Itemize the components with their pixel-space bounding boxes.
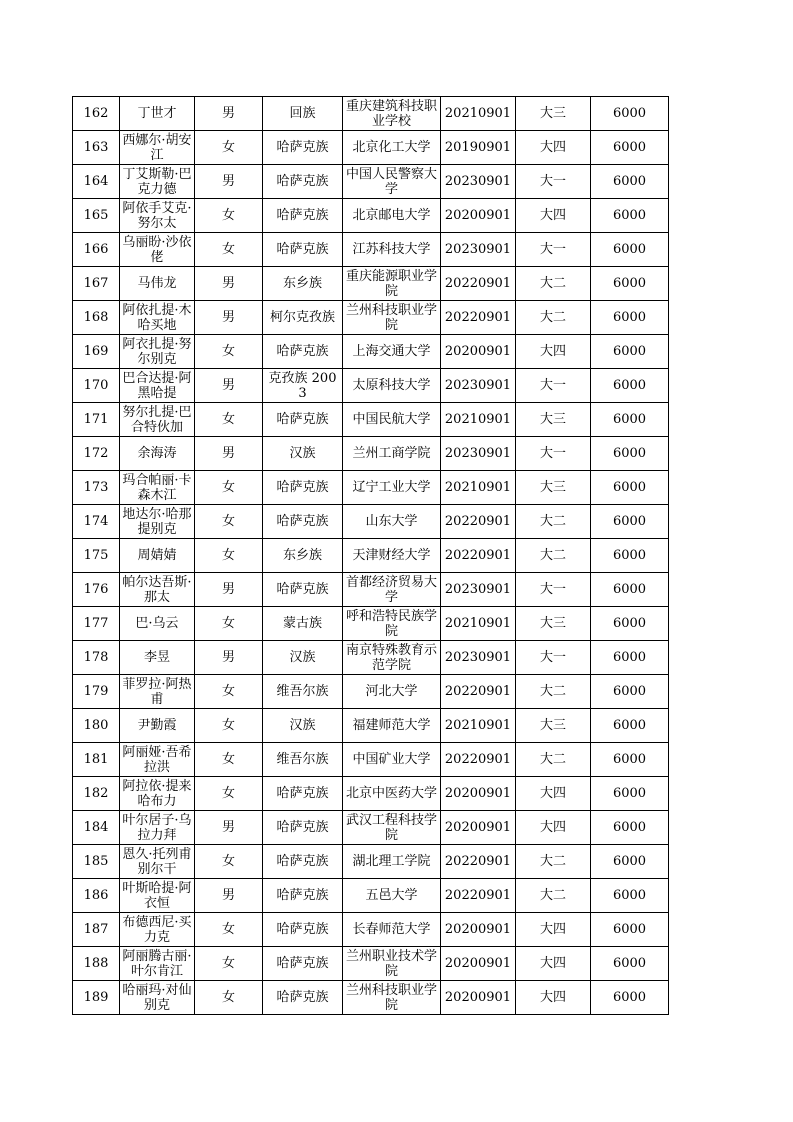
gender-cell: 女: [195, 233, 263, 267]
student-name-cell: 乌丽盼·沙依佬: [120, 233, 195, 267]
gender-cell: 女: [195, 505, 263, 539]
grade-year-cell: 大四: [516, 811, 591, 845]
student-name-cell: 余海涛: [120, 437, 195, 471]
school-name-cell: 兰州职业技术学院: [343, 947, 441, 981]
table-row: [73, 505, 669, 539]
enrollment-date-cell: 20220901: [441, 267, 516, 301]
ethnicity-cell: 哈萨克族: [263, 165, 343, 199]
grade-year-cell: 大四: [516, 777, 591, 811]
grant-amount-cell: 6000: [591, 743, 669, 777]
grade-year-cell: 大三: [516, 607, 591, 641]
student-name-cell: 阿丽腾古丽·叶尔肯江: [120, 947, 195, 981]
table-row: [73, 471, 669, 505]
grade-year-cell: 大一: [516, 573, 591, 607]
grade-year-cell: 大一: [516, 437, 591, 471]
table-row: [73, 641, 669, 675]
grade-year-cell: 大一: [516, 369, 591, 403]
school-name-cell: 河北大学: [343, 675, 441, 709]
ethnicity-cell: 东乡族: [263, 539, 343, 573]
ethnicity-cell: 汉族: [263, 437, 343, 471]
grant-amount-cell: 6000: [591, 267, 669, 301]
student-name-cell: 阿依手艾克·努尔太: [120, 199, 195, 233]
gender-cell: 女: [195, 471, 263, 505]
row-number-cell: 166: [73, 233, 120, 267]
gender-cell: 女: [195, 199, 263, 233]
grade-year-cell: 大三: [516, 709, 591, 743]
ethnicity-cell: 哈萨克族: [263, 913, 343, 947]
grant-amount-cell: 6000: [591, 777, 669, 811]
gender-cell: 女: [195, 743, 263, 777]
gender-cell: 女: [195, 675, 263, 709]
ethnicity-cell: 哈萨克族: [263, 233, 343, 267]
gender-cell: 男: [195, 97, 263, 131]
gender-cell: 女: [195, 403, 263, 437]
grant-amount-cell: 6000: [591, 573, 669, 607]
table-row: [73, 743, 669, 777]
ethnicity-cell: 哈萨克族: [263, 845, 343, 879]
student-name-cell: 帕尔达吾斯·那太: [120, 573, 195, 607]
gender-cell: 男: [195, 165, 263, 199]
ethnicity-cell: 汉族: [263, 709, 343, 743]
grant-amount-cell: 6000: [591, 879, 669, 913]
grade-year-cell: 大三: [516, 97, 591, 131]
grant-amount-cell: 6000: [591, 199, 669, 233]
row-number-cell: 168: [73, 301, 120, 335]
table-row: [73, 879, 669, 913]
row-number-cell: 184: [73, 811, 120, 845]
school-name-cell: 兰州科技职业学院: [343, 981, 441, 1015]
enrollment-date-cell: 20230901: [441, 573, 516, 607]
student-name-cell: 马伟龙: [120, 267, 195, 301]
grant-amount-cell: 6000: [591, 403, 669, 437]
grade-year-cell: 大二: [516, 879, 591, 913]
grant-amount-cell: 6000: [591, 675, 669, 709]
row-number-cell: 185: [73, 845, 120, 879]
enrollment-date-cell: 20230901: [441, 165, 516, 199]
table-row: [73, 335, 669, 369]
student-name-cell: 叶斯哈提·阿衣恒: [120, 879, 195, 913]
student-name-cell: 西娜尔·胡安江: [120, 131, 195, 165]
grant-amount-cell: 6000: [591, 471, 669, 505]
school-name-cell: 五邑大学: [343, 879, 441, 913]
school-name-cell: 中国民航大学: [343, 403, 441, 437]
row-number-cell: 179: [73, 675, 120, 709]
student-name-cell: 菲罗拉·阿热甫: [120, 675, 195, 709]
enrollment-date-cell: 20230901: [441, 369, 516, 403]
grade-year-cell: 大三: [516, 403, 591, 437]
student-name-cell: 李昱: [120, 641, 195, 675]
student-name-cell: 巴合达提·阿黑哈提: [120, 369, 195, 403]
grant-amount-cell: 6000: [591, 505, 669, 539]
enrollment-date-cell: 20220901: [441, 675, 516, 709]
enrollment-date-cell: 20190901: [441, 131, 516, 165]
enrollment-date-cell: 20200901: [441, 777, 516, 811]
row-number-cell: 173: [73, 471, 120, 505]
school-name-cell: 上海交通大学: [343, 335, 441, 369]
student-name-cell: 布德西尼·买力克: [120, 913, 195, 947]
ethnicity-cell: 哈萨克族: [263, 199, 343, 233]
school-name-cell: 武汉工程科技学院: [343, 811, 441, 845]
school-name-cell: 北京邮电大学: [343, 199, 441, 233]
ethnicity-cell: 哈萨克族: [263, 403, 343, 437]
enrollment-date-cell: 20210901: [441, 607, 516, 641]
grant-amount-cell: 6000: [591, 369, 669, 403]
student-name-cell: 周婧婧: [120, 539, 195, 573]
student-name-cell: 阿拉依·提来哈布力: [120, 777, 195, 811]
enrollment-date-cell: 20210901: [441, 97, 516, 131]
student-name-cell: 丁世才: [120, 97, 195, 131]
grade-year-cell: 大二: [516, 845, 591, 879]
grade-year-cell: 大四: [516, 947, 591, 981]
ethnicity-cell: 哈萨克族: [263, 471, 343, 505]
grant-amount-cell: 6000: [591, 97, 669, 131]
student-name-cell: 玛合帕丽·卡森木江: [120, 471, 195, 505]
grant-amount-cell: 6000: [591, 165, 669, 199]
table-row: [73, 709, 669, 743]
grant-amount-cell: 6000: [591, 641, 669, 675]
school-name-cell: 太原科技大学: [343, 369, 441, 403]
grade-year-cell: 大一: [516, 641, 591, 675]
school-name-cell: 北京化工大学: [343, 131, 441, 165]
row-number-cell: 175: [73, 539, 120, 573]
school-name-cell: 重庆建筑科技职业学校: [343, 97, 441, 131]
gender-cell: 女: [195, 913, 263, 947]
ethnicity-cell: 回族: [263, 97, 343, 131]
school-name-cell: 福建师范大学: [343, 709, 441, 743]
gender-cell: 男: [195, 369, 263, 403]
school-name-cell: 重庆能源职业学院: [343, 267, 441, 301]
grade-year-cell: 大二: [516, 743, 591, 777]
ethnicity-cell: 哈萨克族: [263, 505, 343, 539]
table-row: [73, 607, 669, 641]
grant-amount-cell: 6000: [591, 607, 669, 641]
grade-year-cell: 大一: [516, 233, 591, 267]
enrollment-date-cell: 20200901: [441, 981, 516, 1015]
gender-cell: 男: [195, 267, 263, 301]
row-number-cell: 163: [73, 131, 120, 165]
table-row: [73, 301, 669, 335]
table-row: [73, 811, 669, 845]
grade-year-cell: 大四: [516, 981, 591, 1015]
row-number-cell: 188: [73, 947, 120, 981]
grant-amount-cell: 6000: [591, 913, 669, 947]
row-number-cell: 169: [73, 335, 120, 369]
table-row: [73, 199, 669, 233]
row-number-cell: 189: [73, 981, 120, 1015]
grant-amount-cell: 6000: [591, 981, 669, 1015]
table-row: [73, 947, 669, 981]
gender-cell: 女: [195, 981, 263, 1015]
row-number-cell: 170: [73, 369, 120, 403]
row-number-cell: 178: [73, 641, 120, 675]
grant-amount-cell: 6000: [591, 539, 669, 573]
school-name-cell: 辽宁工业大学: [343, 471, 441, 505]
gender-cell: 男: [195, 811, 263, 845]
grade-year-cell: 大二: [516, 505, 591, 539]
grade-year-cell: 大四: [516, 199, 591, 233]
school-name-cell: 兰州工商学院: [343, 437, 441, 471]
enrollment-date-cell: 20220901: [441, 845, 516, 879]
student-name-cell: 恩久·托列甫别尔干: [120, 845, 195, 879]
table-row: [73, 233, 669, 267]
ethnicity-cell: 柯尔克孜族: [263, 301, 343, 335]
school-name-cell: 江苏科技大学: [343, 233, 441, 267]
student-name-cell: 阿依扎提·木哈买地: [120, 301, 195, 335]
grant-amount-cell: 6000: [591, 301, 669, 335]
gender-cell: 女: [195, 947, 263, 981]
row-number-cell: 162: [73, 97, 120, 131]
table-row: [73, 675, 669, 709]
table-row: [73, 131, 669, 165]
grade-year-cell: 大一: [516, 165, 591, 199]
gender-cell: 男: [195, 573, 263, 607]
enrollment-date-cell: 20230901: [441, 437, 516, 471]
ethnicity-cell: 克孜族 2003: [263, 369, 343, 403]
enrollment-date-cell: 20220901: [441, 301, 516, 335]
grant-amount-cell: 6000: [591, 437, 669, 471]
school-name-cell: 中国矿业大学: [343, 743, 441, 777]
gender-cell: 男: [195, 641, 263, 675]
student-name-cell: 地达尔·哈那提别克: [120, 505, 195, 539]
table-row: [73, 267, 669, 301]
row-number-cell: 177: [73, 607, 120, 641]
school-name-cell: 天津财经大学: [343, 539, 441, 573]
row-number-cell: 164: [73, 165, 120, 199]
row-number-cell: 165: [73, 199, 120, 233]
ethnicity-cell: 维吾尔族: [263, 675, 343, 709]
row-number-cell: 186: [73, 879, 120, 913]
table-row: [73, 573, 669, 607]
student-name-cell: 丁艾斯勒·巴克力德: [120, 165, 195, 199]
ethnicity-cell: 维吾尔族: [263, 743, 343, 777]
gender-cell: 男: [195, 879, 263, 913]
grade-year-cell: 大二: [516, 301, 591, 335]
row-number-cell: 182: [73, 777, 120, 811]
school-name-cell: 南京特殊教育示范学院: [343, 641, 441, 675]
student-name-cell: 哈丽玛·对仙别克: [120, 981, 195, 1015]
ethnicity-cell: 哈萨克族: [263, 811, 343, 845]
grant-amount-cell: 6000: [591, 845, 669, 879]
student-roster-table: [72, 96, 669, 1015]
grade-year-cell: 大四: [516, 913, 591, 947]
school-name-cell: 兰州科技职业学院: [343, 301, 441, 335]
student-name-cell: 阿衣扎提·努尔别克: [120, 335, 195, 369]
school-name-cell: 中国人民警察大学: [343, 165, 441, 199]
grade-year-cell: 大四: [516, 335, 591, 369]
grade-year-cell: 大三: [516, 471, 591, 505]
table-row: [73, 369, 669, 403]
school-name-cell: 湖北理工学院: [343, 845, 441, 879]
school-name-cell: 山东大学: [343, 505, 441, 539]
student-name-cell: 努尔扎提·巴合特伙加: [120, 403, 195, 437]
row-number-cell: 181: [73, 743, 120, 777]
gender-cell: 女: [195, 539, 263, 573]
grant-amount-cell: 6000: [591, 233, 669, 267]
grade-year-cell: 大二: [516, 539, 591, 573]
ethnicity-cell: 哈萨克族: [263, 573, 343, 607]
table-row: [73, 777, 669, 811]
enrollment-date-cell: 20230901: [441, 233, 516, 267]
student-name-cell: 叶尔居子·乌拉力拜: [120, 811, 195, 845]
ethnicity-cell: 哈萨克族: [263, 131, 343, 165]
table-row: [73, 403, 669, 437]
enrollment-date-cell: 20220901: [441, 879, 516, 913]
table-row: [73, 437, 669, 471]
gender-cell: 男: [195, 437, 263, 471]
grant-amount-cell: 6000: [591, 947, 669, 981]
ethnicity-cell: 汉族: [263, 641, 343, 675]
row-number-cell: 172: [73, 437, 120, 471]
enrollment-date-cell: 20200901: [441, 913, 516, 947]
gender-cell: 女: [195, 335, 263, 369]
grade-year-cell: 大二: [516, 675, 591, 709]
school-name-cell: 北京中医药大学: [343, 777, 441, 811]
ethnicity-cell: 哈萨克族: [263, 335, 343, 369]
enrollment-date-cell: 20220901: [441, 539, 516, 573]
row-number-cell: 174: [73, 505, 120, 539]
enrollment-date-cell: 20200901: [441, 947, 516, 981]
enrollment-date-cell: 20210901: [441, 709, 516, 743]
gender-cell: 女: [195, 845, 263, 879]
enrollment-date-cell: 20210901: [441, 471, 516, 505]
ethnicity-cell: 哈萨克族: [263, 947, 343, 981]
table-row: [73, 165, 669, 199]
enrollment-date-cell: 20220901: [441, 505, 516, 539]
roster-body: [73, 97, 669, 1015]
table-row: [73, 97, 669, 131]
enrollment-date-cell: 20200901: [441, 199, 516, 233]
student-name-cell: 尹勤霞: [120, 709, 195, 743]
gender-cell: 男: [195, 301, 263, 335]
gender-cell: 女: [195, 607, 263, 641]
gender-cell: 女: [195, 131, 263, 165]
row-number-cell: 180: [73, 709, 120, 743]
table-row: [73, 845, 669, 879]
school-name-cell: 长春师范大学: [343, 913, 441, 947]
ethnicity-cell: 哈萨克族: [263, 879, 343, 913]
enrollment-date-cell: 20220901: [441, 743, 516, 777]
row-number-cell: 171: [73, 403, 120, 437]
grant-amount-cell: 6000: [591, 335, 669, 369]
enrollment-date-cell: 20200901: [441, 335, 516, 369]
grant-amount-cell: 6000: [591, 811, 669, 845]
grade-year-cell: 大四: [516, 131, 591, 165]
grade-year-cell: 大二: [516, 267, 591, 301]
ethnicity-cell: 蒙古族: [263, 607, 343, 641]
student-name-cell: 阿丽娅·吾希拉洪: [120, 743, 195, 777]
grant-amount-cell: 6000: [591, 131, 669, 165]
ethnicity-cell: 东乡族: [263, 267, 343, 301]
gender-cell: 女: [195, 709, 263, 743]
enrollment-date-cell: 20230901: [441, 641, 516, 675]
ethnicity-cell: 哈萨克族: [263, 981, 343, 1015]
school-name-cell: 呼和浩特民族学院: [343, 607, 441, 641]
student-name-cell: 巴·乌云: [120, 607, 195, 641]
table-row: [73, 981, 669, 1015]
school-name-cell: 首都经济贸易大学: [343, 573, 441, 607]
row-number-cell: 187: [73, 913, 120, 947]
row-number-cell: 167: [73, 267, 120, 301]
table-row: [73, 913, 669, 947]
row-number-cell: 176: [73, 573, 120, 607]
enrollment-date-cell: 20210901: [441, 403, 516, 437]
table-row: [73, 539, 669, 573]
grant-amount-cell: 6000: [591, 709, 669, 743]
ethnicity-cell: 哈萨克族: [263, 777, 343, 811]
enrollment-date-cell: 20200901: [441, 811, 516, 845]
gender-cell: 女: [195, 777, 263, 811]
